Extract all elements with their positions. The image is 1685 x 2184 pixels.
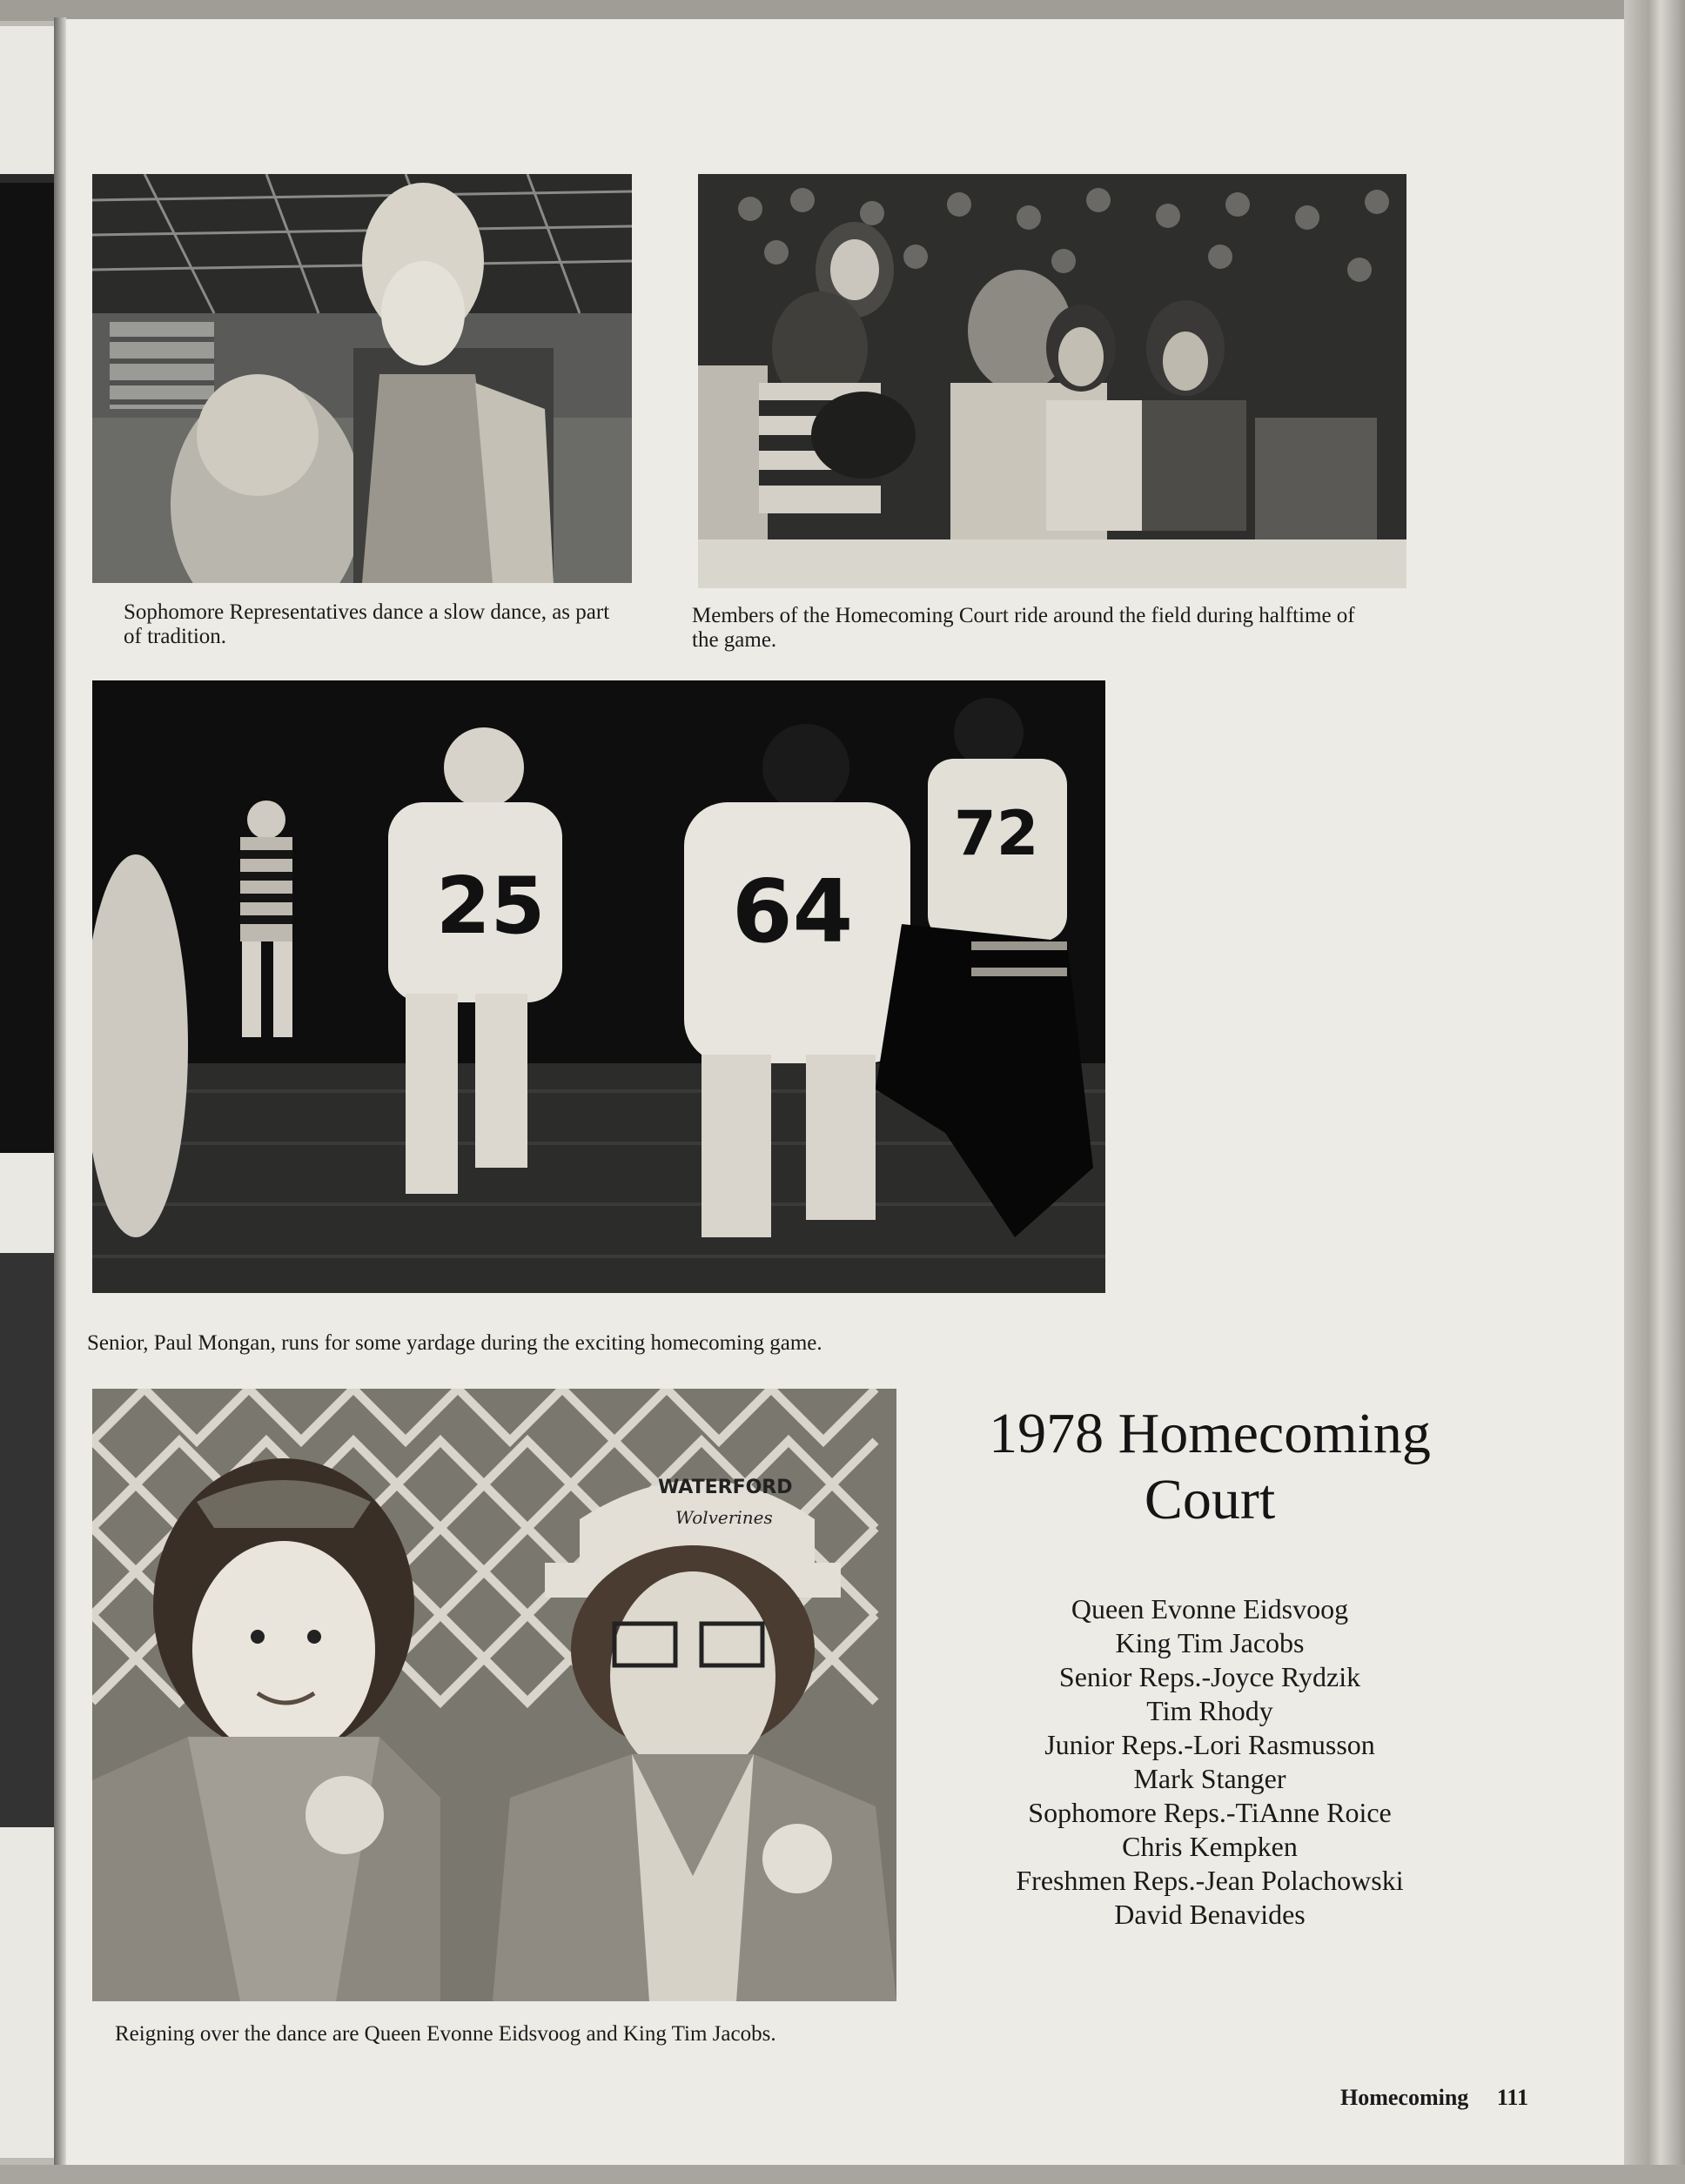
photo-court-ride (698, 174, 1406, 588)
footer-page-number: 111 (1496, 2085, 1528, 2110)
court-roster (905, 1592, 1514, 1932)
roster-item: Freshmen Reps.-Jean Polachowski (1016, 1865, 1404, 1896)
cap-text-wolverines: Wolverines (675, 1507, 773, 1528)
court-title-line2: Court (1144, 1468, 1276, 1531)
cap-text-waterford: WATERFORD (658, 1477, 793, 1498)
court-title-line1: 1978 Homecoming (989, 1402, 1431, 1465)
roster-item: Junior Reps.-Lori Rasmusson (1044, 1729, 1375, 1760)
roster-item: Tim Rhody (1146, 1695, 1273, 1726)
book-bottom-edge (0, 2165, 1685, 2184)
book-top-edge (0, 0, 1685, 21)
roster-item: King Tim Jacobs (1115, 1627, 1305, 1658)
roster-item: Senior Reps.-Joyce Rydzik (1058, 1661, 1361, 1692)
caption-court-ride: Members of the Homecoming Court ride around the field during halftime of the game. (692, 604, 1355, 652)
book-gutter (54, 17, 66, 2167)
photo-football-game (92, 680, 1105, 1293)
page-footer (1340, 2085, 1528, 2111)
caption-football-game: Senior, Paul Mongan, runs for some yardage during the exciting homecoming game. (87, 1331, 822, 1355)
roster-item: Sophomore Reps.-TiAnne Roice (1028, 1797, 1392, 1828)
roster-item: Mark Stanger (1133, 1763, 1286, 1794)
jersey-number-25: 25 (436, 861, 546, 952)
roster-item: Queen Evonne Eidsvoog (1071, 1593, 1349, 1625)
footer-section: Homecoming (1340, 2085, 1469, 2110)
roster-item: Chris Kempken (1122, 1831, 1298, 1862)
jersey-number-64: 64 (732, 861, 854, 962)
court-title (905, 1401, 1514, 1533)
photo-sophomore-dance (92, 174, 632, 583)
facing-page-edge (0, 26, 54, 2158)
caption-king-queen: Reigning over the dance are Queen Evonne Eidsvoog and King Tim Jacobs. (115, 2022, 776, 2046)
book-right-edge (1624, 0, 1685, 2184)
jersey-number-72: 72 (954, 798, 1039, 869)
photo-king-queen (92, 1389, 896, 2001)
roster-item: David Benavides (1114, 1899, 1306, 1930)
caption-sophomore-dance: Sophomore Representatives dance a slow dance, as part of tradition. (124, 600, 610, 648)
